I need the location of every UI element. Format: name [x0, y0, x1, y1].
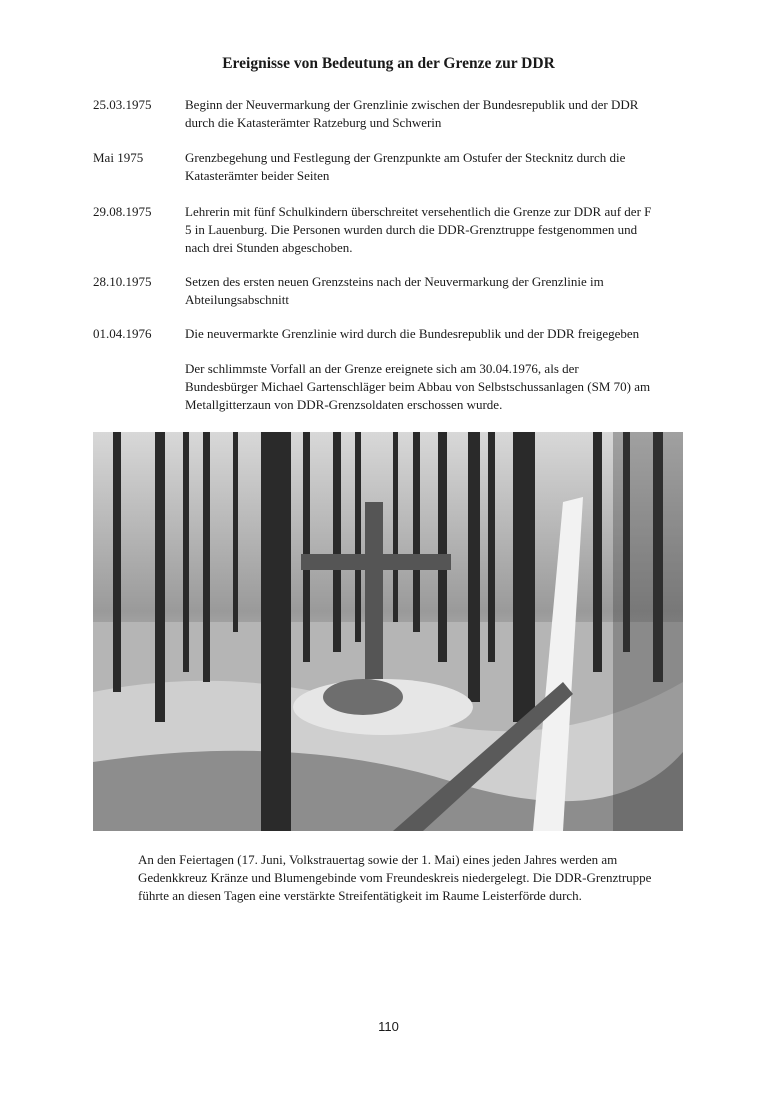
event-date: 25.03.1975: [93, 97, 152, 112]
text-line: Beginn der Neuvermarkung der Grenzlinie zwischen der Bundesrepublik und der DDR: [185, 97, 639, 112]
text-line: Setzen des ersten neuen Grenzsteins nach der Neuvermarkung der Grenzlinie im: [185, 274, 604, 289]
event-text: [185, 203, 651, 257]
text-line: Bundesbürger Michael Gartenschläger beim Abbau von Selbstschussanlagen (SM 70) am: [185, 379, 651, 394]
photo-caption: [138, 851, 651, 905]
text-line: Gedenkkreuz Kränze und Blumengebinde vom Freundeskreis niedergelegt. Die DDR-Grenztruppe: [138, 870, 652, 885]
event-text: [185, 325, 639, 343]
text-line: 5 in Lauenburg. Die Personen wurden durch die DDR-Grenztruppe festgenommen und: [185, 222, 638, 237]
text-line: Metallgitterzaun von DDR-Grenzsoldaten erschossen wurde.: [185, 397, 503, 412]
event-date: 01.04.1976: [93, 326, 152, 341]
event-text: [185, 96, 638, 132]
text-line: Der schlimmste Vorfall an der Grenze ereignete sich am 30.04.1976, als der: [185, 361, 579, 376]
text-line: Die neuvermarkte Grenzlinie wird durch die Bundesrepublik und der DDR freigegeben: [185, 326, 640, 341]
text-line: Abteilungsabschnitt: [185, 292, 289, 307]
page-number: 110: [378, 1019, 399, 1034]
text-line: nach drei Stunden abgeschoben.: [185, 240, 353, 255]
text-line: Katasterämter beider Seiten: [185, 168, 330, 183]
text-line: durch die Katasterämter Ratzeburg und Schwerin: [185, 115, 442, 130]
memorial-photo: [93, 432, 683, 831]
event-date: Mai 1975: [93, 150, 144, 165]
event-text: [185, 273, 604, 309]
forest-memorial-image: [93, 432, 683, 831]
text-line: Lehrerin mit fünf Schulkindern überschreitet versehentlich die Grenze zur DDR auf der F: [185, 204, 652, 219]
text-line: Grenzbegehung und Festlegung der Grenzpunkte am Ostufer der Stecknitz durch die: [185, 150, 626, 165]
event-date: 28.10.1975: [93, 274, 152, 289]
text-line: führte an diesen Tagen eine verstärkte Streifentätigkeit im Raume Leisterförde durch.: [138, 888, 582, 903]
page-title: Ereignisse von Bedeutung an der Grenze zur DDR: [222, 55, 555, 72]
event-text: [185, 149, 625, 185]
event-date: 29.08.1975: [93, 204, 152, 219]
text-line: An den Feiertagen (17. Juni, Volkstrauertag sowie der 1. Mai) eines jeden Jahres werden am: [138, 852, 618, 867]
paragraph-text: [185, 360, 650, 414]
